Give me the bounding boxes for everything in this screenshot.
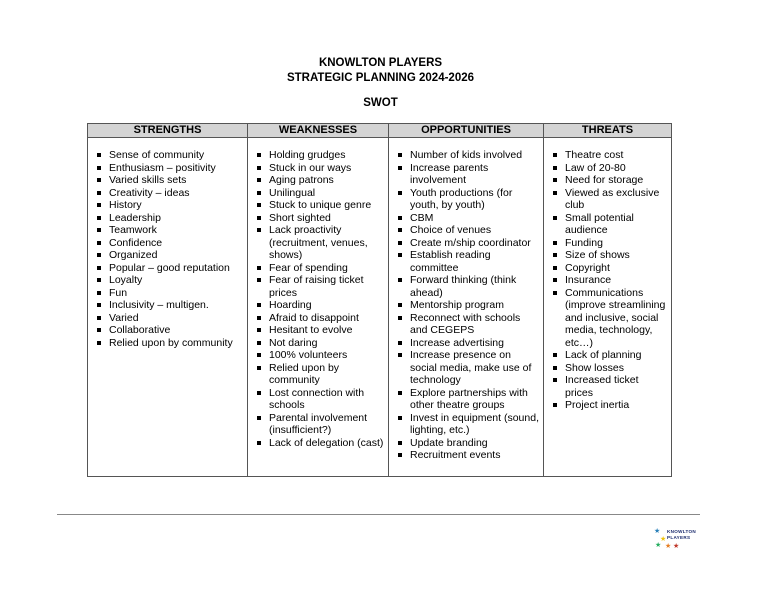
header-weaknesses: WEAKNESSES — [248, 124, 389, 138]
list-item: Increased ticket prices — [551, 374, 667, 399]
list-item: Varied — [95, 312, 243, 325]
list-item: Stuck in our ways — [255, 162, 384, 175]
list-item: Teamwork — [95, 224, 243, 237]
threats-list — [551, 149, 667, 412]
list-item: Not daring — [255, 337, 384, 350]
list-item: Reconnect with schools and CEGEPS — [396, 312, 539, 337]
threats-cell — [544, 138, 672, 477]
list-item: Stuck to unique genre — [255, 199, 384, 212]
list-item: Unilingual — [255, 187, 384, 200]
list-item: Aging patrons — [255, 174, 384, 187]
weaknesses-list — [255, 149, 384, 449]
list-item: Fun — [95, 287, 243, 300]
swot-header-row — [88, 124, 672, 138]
document-title — [0, 56, 761, 86]
weaknesses-cell — [248, 138, 389, 477]
strengths-list — [95, 149, 243, 349]
list-item: Creativity – ideas — [95, 187, 243, 200]
logo-text — [667, 529, 696, 541]
list-item: Lack of planning — [551, 349, 667, 362]
list-item: Increase advertising — [396, 337, 539, 350]
list-item: Afraid to disappoint — [255, 312, 384, 325]
list-item: Update branding — [396, 437, 539, 450]
swot-subtitle: SWOT — [363, 97, 398, 109]
list-item: Show losses — [551, 362, 667, 375]
knowlton-players-logo — [654, 528, 704, 550]
title-line-plan: STRATEGIC PLANNING 2024-2026 — [286, 72, 475, 84]
list-item: Increase presence on social media, make use of technology — [396, 349, 539, 387]
list-item: Confidence — [95, 237, 243, 250]
list-item: Inclusivity – multigen. — [95, 299, 243, 312]
list-item: Fear of spending — [255, 262, 384, 275]
list-item: Popular – good reputation — [95, 262, 243, 275]
list-item: Viewed as exclusive club — [551, 187, 667, 212]
header-opportunities: OPPORTUNITIES — [389, 124, 544, 138]
logo-text-line2: PLAYERS — [667, 535, 691, 540]
logo-star-icon: ★ — [673, 543, 680, 550]
list-item: Organized — [95, 249, 243, 262]
list-item: Leadership — [95, 212, 243, 225]
list-item: Hesitant to evolve — [255, 324, 384, 337]
list-item: Varied skills sets — [95, 174, 243, 187]
list-item: Parental involvement (insufficient?) — [255, 412, 384, 437]
list-item: Holding grudges — [255, 149, 384, 162]
logo-star-icon: ★ — [655, 542, 662, 549]
swot-body-row — [88, 138, 672, 477]
list-item: Number of kids involved — [396, 149, 539, 162]
list-item: Sense of community — [95, 149, 243, 162]
list-item: Establish reading committee — [396, 249, 539, 274]
list-item: Forward thinking (think ahead) — [396, 274, 539, 299]
list-item: Mentorship program — [396, 299, 539, 312]
list-item: Law of 20-80 — [551, 162, 667, 175]
list-item: Relied upon by community — [255, 362, 384, 387]
logo-star-icon: ★ — [654, 528, 661, 535]
list-item: Lost connection with schools — [255, 387, 384, 412]
list-item: Theatre cost — [551, 149, 667, 162]
list-item: Lack proactivity (recruitment, venues, shows) — [255, 224, 384, 262]
list-item: Lack of delegation (cast) — [255, 437, 384, 450]
list-item: Need for storage — [551, 174, 667, 187]
list-item: CBM — [396, 212, 539, 225]
list-item: Youth productions (for youth, by youth) — [396, 187, 539, 212]
list-item: Fear of raising ticket prices — [255, 274, 384, 299]
list-item: Recruitment events — [396, 449, 539, 462]
list-item: Enthusiasm – positivity — [95, 162, 243, 175]
logo-star-icon: ★ — [665, 543, 672, 550]
header-threats: THREATS — [544, 124, 672, 138]
list-item: Explore partnerships with other theatre groups — [396, 387, 539, 412]
list-item: Short sighted — [255, 212, 384, 225]
list-item: Collaborative — [95, 324, 243, 337]
list-item: Increase parents involvement — [396, 162, 539, 187]
list-item: 100% volunteers — [255, 349, 384, 362]
opportunities-cell — [389, 138, 544, 477]
strengths-cell — [88, 138, 248, 477]
list-item: Funding — [551, 237, 667, 250]
list-item: Relied upon by community — [95, 337, 243, 350]
footer-divider — [57, 514, 700, 515]
list-item: Hoarding — [255, 299, 384, 312]
swot-table — [87, 123, 672, 477]
list-item: Invest in equipment (sound, lighting, etc.) — [396, 412, 539, 437]
header-strengths: STRENGTHS — [88, 124, 248, 138]
title-line-organization: KNOWLTON PLAYERS — [318, 57, 443, 69]
list-item: Communications (improve streamlining and inclusive, social media, technology, etc…) — [551, 287, 667, 350]
list-item: Create m/ship coordinator — [396, 237, 539, 250]
list-item: Size of shows — [551, 249, 667, 262]
logo-text-line1: KNOWLTON — [667, 529, 697, 534]
list-item: History — [95, 199, 243, 212]
list-item: Copyright — [551, 262, 667, 275]
list-item: Insurance — [551, 274, 667, 287]
list-item: Small potential audience — [551, 212, 667, 237]
logo-star-icon: ★ — [660, 536, 667, 543]
opportunities-list — [396, 149, 539, 462]
list-item: Choice of venues — [396, 224, 539, 237]
list-item: Project inertia — [551, 399, 667, 412]
list-item: Loyalty — [95, 274, 243, 287]
